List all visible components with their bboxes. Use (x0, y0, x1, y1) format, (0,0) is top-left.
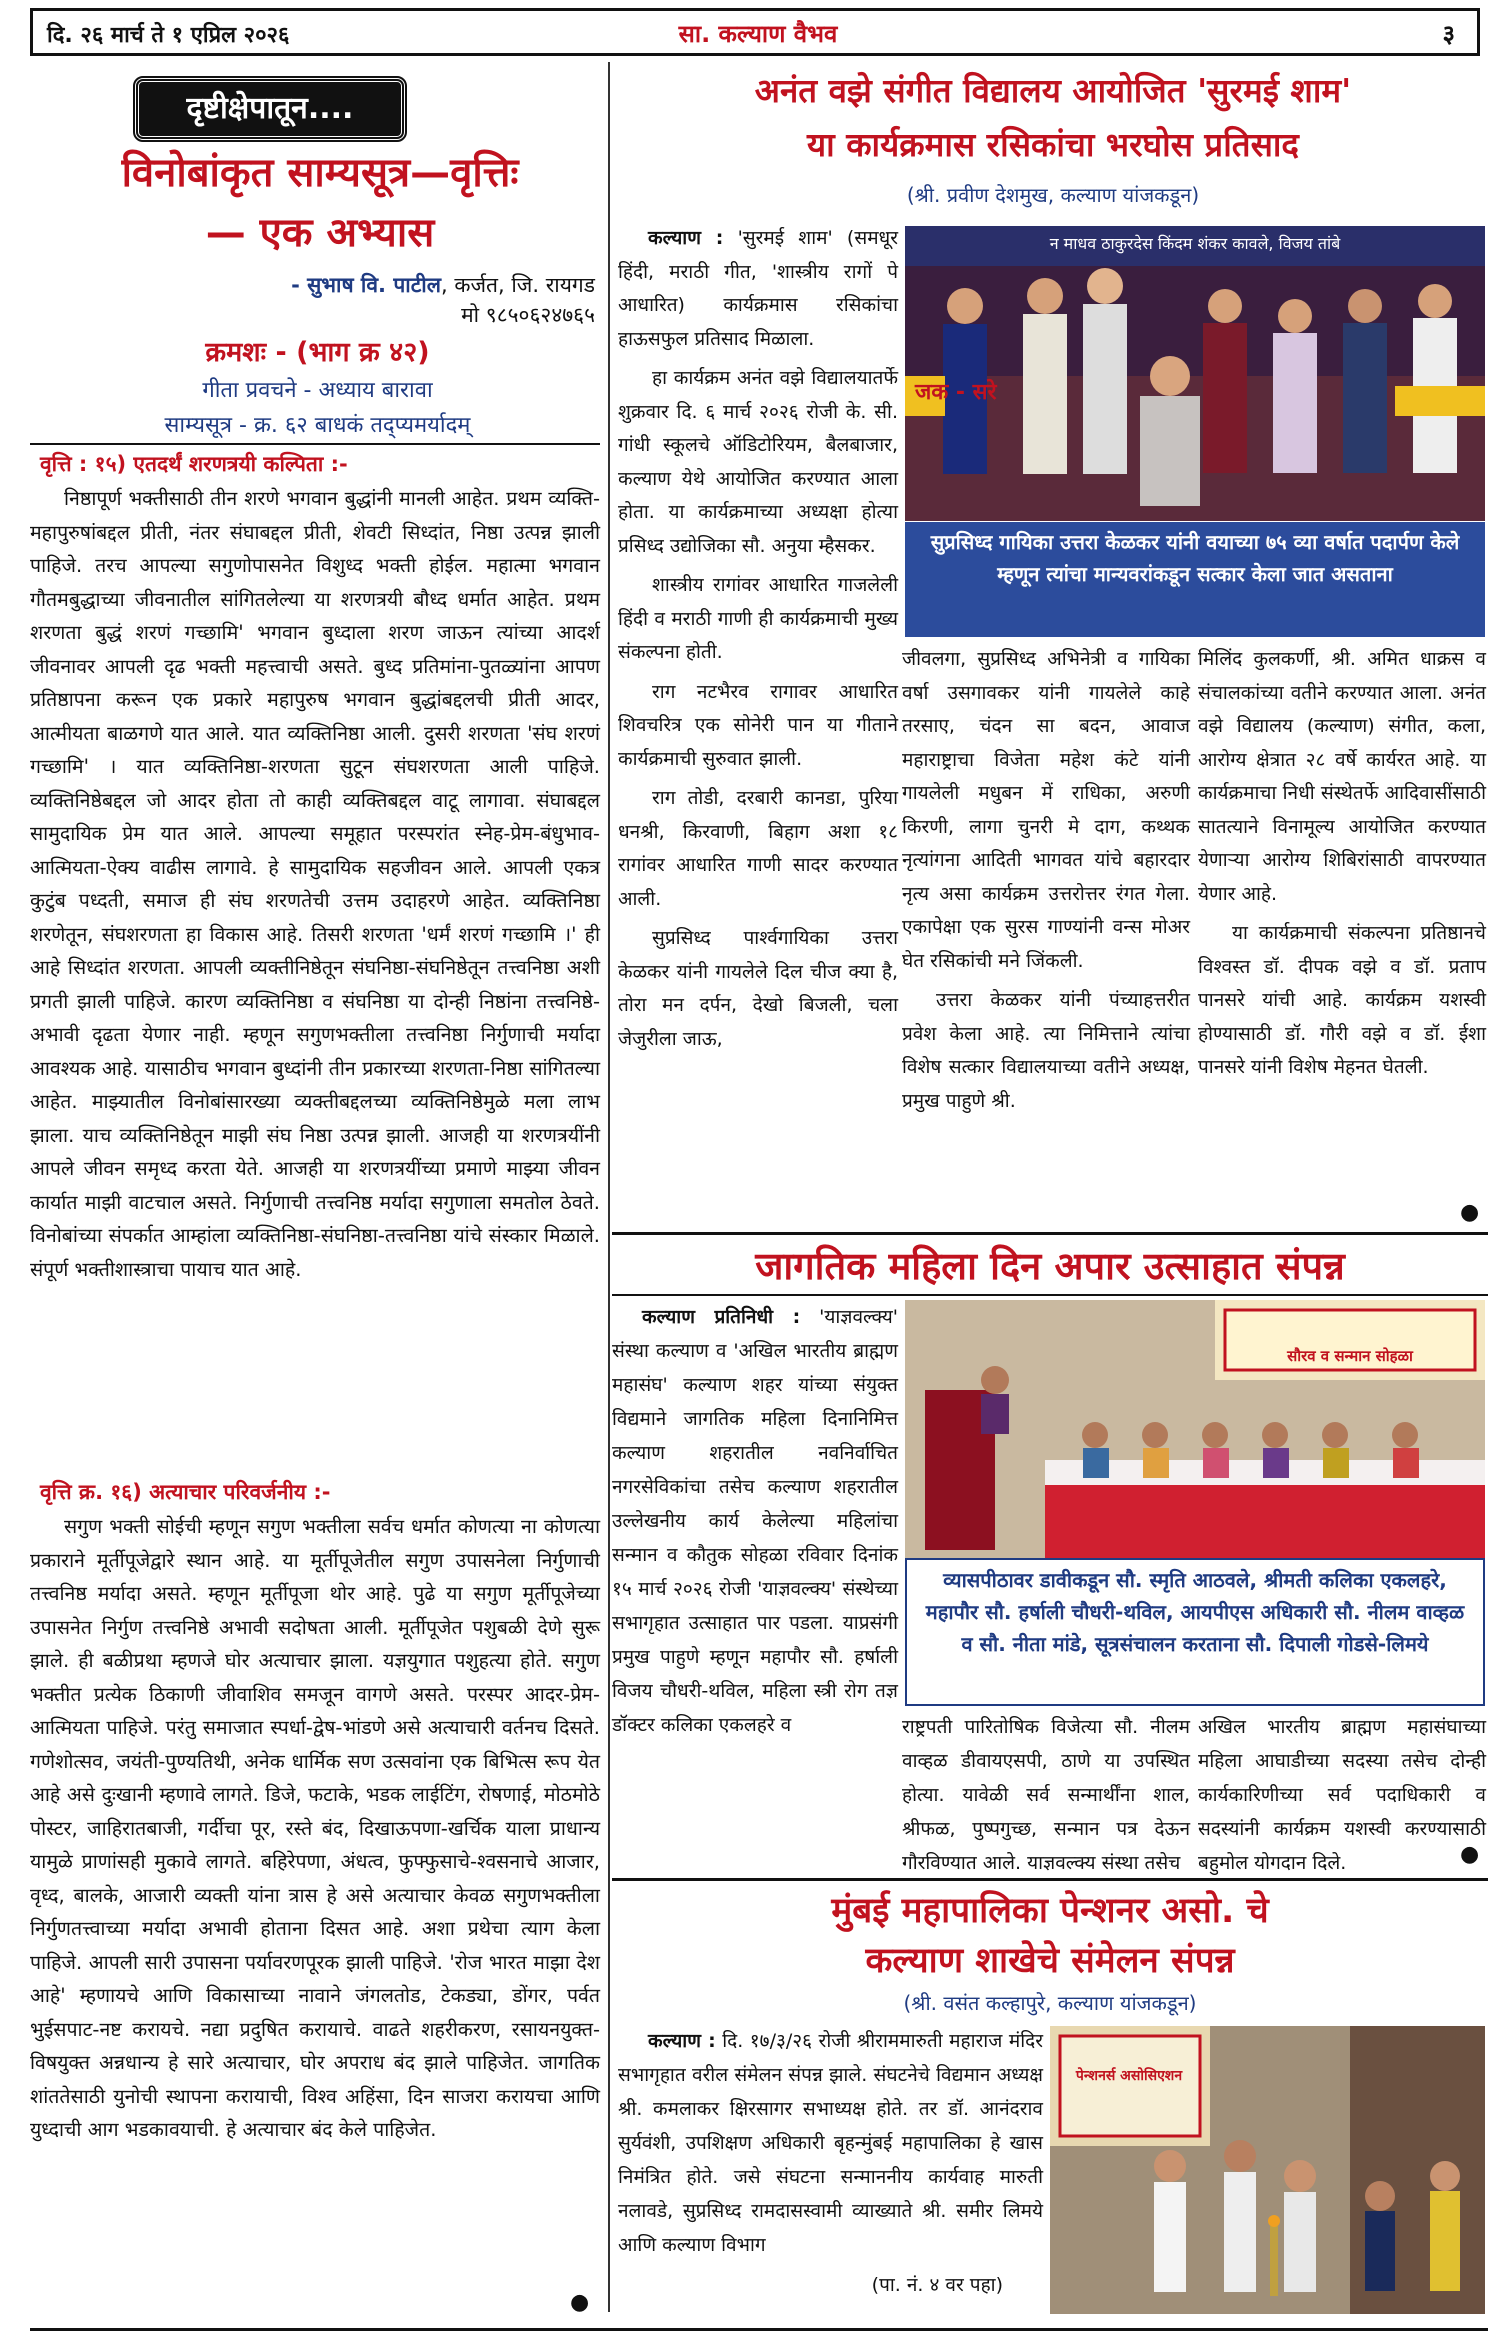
page-number: ३ (1442, 20, 1455, 48)
article-title-line1: विनोबांकृत साम्यसूत्र—वृत्तिः (121, 150, 519, 196)
story3-byline: (श्री. वसंत कल्हापुरे, कल्याण यांजकडून) (903, 1991, 1197, 2015)
article-phone: मो ९८५०६२४७६५ (461, 303, 595, 327)
story2-photo-banner: सौरव व सन्मान सोहळा (1287, 1347, 1413, 1365)
story-divider (612, 1232, 1488, 1235)
article-author-line (40, 270, 595, 300)
felicitation-photo-illustration (905, 226, 1485, 521)
end-mark: ● (1460, 1842, 1480, 1867)
story3-title-line2: कल्याण शाखेचे संमेलन संपन्न (865, 1941, 1235, 1981)
article-title-line2: — एक अभ्यास (205, 210, 435, 256)
womens-day-photo-illustration (905, 1300, 1485, 1558)
story1-paragraph: राग नटभैरव रागावर आधारित शिवचरित्र एक सोनेरी पान या गीताने कार्यक्रमाची सुरुवात झाली. (618, 680, 898, 770)
story1-col1 (618, 222, 898, 1062)
end-mark: ● (570, 2290, 590, 2315)
story-divider (612, 1878, 1488, 1881)
vritti-15-heading: वृत्ति : १५) एतदर्थं शरणत्रयी कल्पिता :- (40, 452, 348, 476)
story2-col3 (902, 1710, 1190, 1886)
story3-continued: (पा. नं. ४ वर पहा) (871, 2274, 1003, 2296)
story1-paragraph: शास्त्रीय रागांवर आधारित गाजलेली हिंदी व मराठी गाणी ही कार्यक्रमाची मुख्य संकल्पना होती. (618, 574, 898, 663)
article-body-2 (30, 1510, 600, 2153)
story-divider (612, 1294, 1488, 1296)
article-body-1 (30, 482, 600, 1292)
story1-paragraph: उत्तरा केळकर यांनी पंच्याहत्तरीत प्रवेश केला आहे. त्या निमित्ताने त्यांचा विशेष सत्कार विद्यालयाच्या वतीने अध्यक्ष, प्रमुख पाहुणे श्री. (902, 989, 1190, 1112)
story3-lead: कल्याण : (648, 2030, 716, 2052)
story2-paragraph: अखिल भारतीय ब्राह्मण महासंघाच्या महिला आघाडीच्या सदस्या तसेच दोन्ही कार्यकारिणीच्या सर्व पदाधिकारी व सदस्यांनी कार्यक्रम यशस्वी करण्यासाठी बहुमोल योगदान दिले. (1198, 1716, 1486, 1874)
story1-photo-sign: जक - सरे (915, 380, 997, 405)
story1-paragraph: सुप्रसिध्द पार्श्वगायिका उत्तरा केळकर यांनी गायलेले दिल चीज क्या है, तोरा मन दर्पन, देखो बिजली, चला जेजुरीला जाऊ, (618, 927, 898, 1050)
article-paragraph: सगुण भक्ती सोईची म्हणून सगुण भक्तीला सर्वच धर्मात कोणत्या ना कोणत्या प्रकाराने मूर्तीपूजेद्वारे स्थान आहे. या मूर्तीपूजेतील सगुण उपासनेला निर्गुणाची तत्त्वनिष्ठ मर्यादा असते. म्हणून मूर्तीपूजा थोर आहे. पुढे या सगुण मूर्तीपूजेच्या उपासनेत निर्गुण तत्त्वनिष्ठे अभावी सदोषता आली. मूर्तीपूजेत पशुबळी देणे सुरू झाले. ही बळीप्रथा म्हणजे घोर अत्याचार झाला. यज्ञयुगात पशुहत्या होते. सगुण भक्तीत प्रत्येक ठिकाणी जीवाशिव समजून वागणे असते. परस्पर आदर-प्रेम-आत्मियता पाहिजे. परंतु समाजात स्पर्धा-द्वेष-भांडणे असे अत्याचारी वर्तनच दिसते. गणेशोत्सव, जयंती-पुण्यतिथी, अनेक धार्मिक सण उत्सवांना एक बिभित्स रूप येत आहे असे दुःखानी म्हणावे लागते. डिजे, फटाके, भडक लाईटिंग, रोषणाई, मोठमोठे पोस्टर, जाहिरातबाजी, गर्दीचा पूर, रस्ते बंद, दिखाऊपणा-खर्चिक याला प्राधान्य यामुळे प्राणांसही मुकावे लागते. बहिरेपणा, अंधत्व, फुफ्फुसाचे-श्वसनाचे आजार, वृध्द, बालके, आजारी व्यक्ती यांना त्रास हे असे अत्याचार केवळ सगुणभक्तीला निर्गुणतत्त्वाच्या मर्यादा अभावी होताना दिसत आहे. अशा प्रथेचा त्याग केला पाहिजे. आपली सारी उपासना पर्यावरणपूरक झाली पाहिजे. 'रोज भारत माझा देश आहे' म्हणायचे आणि विकासाच्या नावाने जंगलतोड, टेकड्या, डोंगर, पर्वत भुईसपाट-नष्ट करायचे. नद्या प्रदुषित करायाचे. वाढते शहरीकरण, रसायनयुक्त-विषयुक्त अन्नधान्य हे सारे अत्याचार, घोर अपराध बंद झाले पाहिजेत. जागतिक शांततेसाठी युनोची स्थापना करायाची, विश्व अहिंसा, दिन साजरा करायचा आणि युध्दाची आग भडकावयाची. हे अत्याचार बंद केले पाहिजेत. (30, 1515, 600, 2141)
article-sutra: साम्यसूत्र - क्र. ६२ बाधकं तद्प्यमर्यादम् (164, 413, 471, 438)
article-author-place: , कर्जत, जि. रायगड (440, 273, 595, 297)
column-tag-label: दृष्टीक्षेपातून.... (186, 91, 354, 126)
story1-caption: सुप्रसिध्द गायिका उत्तरा केळकर यांनी वयाच्या ७५ व्या वर्षात पदार्पण केले म्हणून त्यांचा मान्यवरांकडून सत्कार केला जात असताना (905, 522, 1485, 637)
story1-paragraph: मिलिंद कुलकर्णी, श्री. अमित धाक्रस व संचालकांच्या वतीने करण्यात आला. अनंत वझे विद्यालय (कल्याण) संगीत, कला, आरोग्य क्षेत्रात २८ वर्षे कार्यरत आहे. या कार्यक्रमाचा निधी संस्थेतर्फे आदिवासींसाठी सातत्याने विनामूल्य आयोजित करण्यात येणाऱ्या आरोग्य शिबिरांसाठी वापरण्यात येणार आहे. (1198, 648, 1486, 905)
story1-photo (905, 226, 1485, 521)
article-chapter: गीता प्रवचने - अध्याय बारावा (202, 378, 433, 403)
vritti-16-heading: वृत्ति क्र. १६) अत्याचार परिवर्जनीय :- (40, 1480, 331, 1504)
story1-byline: (श्री. प्रवीण देशमुख, कल्याण यांजकडून) (906, 183, 1200, 207)
article-series: क्रमशः - (भाग क्र ४२) (205, 337, 430, 368)
column-tag (135, 78, 405, 140)
story1-col3 (902, 643, 1190, 1124)
story2-caption: व्यासपीठावर डावीकडून सौ. स्मृति आठवले, श्रीमती कलिका एकलहरे, महापौर सौ. हर्षाली चौधरी-थविल, आयपीएस अधिकारी सौ. नीलम वाव्हळ व सौ. नीता मांडे, सूत्रसंचालन करताना सौ. दिपाली गोडसे-लिमये (905, 1558, 1485, 1706)
story1-paragraph: जीवलगा, सुप्रसिध्द अभिनेत्री व गायिका वर्षा उसगावकर यांनी गायलेले काहे तरसाए, चंदन सा बदन, आवाज महाराष्ट्राचा विजेता महेश कंटे यांनी गायलेली मधुबन में राधिका, अरुणी किरणी, लागा चुनरी मे दाग, कथ्थक नृत्यांगना आदिती भागवत यांचे बहारदार नृत्य असा कार्यक्रम उत्तरोत्तर रंगत गेला. एकापेक्षा एक सुरस गाण्यांनी वन्स मोअर घेत रसिकांची मने जिंकली. (902, 648, 1190, 972)
story2-paragraph: राष्ट्रपती पारितोषिक विजेत्या सौ. नीलम वाव्हळ डीवायएसपी, ठाणे या उपस्थित होत्या. यावेळी सर्व सन्मार्थींना शाल, श्रीफळ, पुष्पगुच्छ, सन्मान पत्र देऊन गौरविण्यात आले. याज्ञवल्क्य संस्था तसेच (902, 1716, 1190, 1874)
story1-paragraph: या कार्यक्रमाची संकल्पना प्रतिष्ठानचे विश्वस्त डॉ. दीपक वझे व डॉ. प्रताप पानसरे यांची आहे. कार्यक्रम यशस्वी होण्यासाठी डॉ. गौरी वझे व डॉ. ईशा पानसरे यांनी विशेष मेहनत घेतली. (1198, 922, 1486, 1078)
story2-col1 (612, 1300, 898, 1748)
story1-lead: कल्याण : (648, 227, 724, 249)
divider (30, 443, 600, 445)
story2-paragraph: 'याज्ञवल्क्य' संस्था कल्याण व 'अखिल भारतीय ब्राह्मण महासंघ' कल्याण शहर यांच्या संयुक्त विद्यमाने जागतिक महिला दिनानिमित्त कल्याण शहरातील नवनिर्वाचित नगरसेविकांचा तसेच कल्याण शहरातील उल्लेखनीय कार्य केलेल्या महिलांचा सन्मान व कौतुक सोहळा रविवार दिनांक १५ मार्च २०२६ रोजी 'याज्ञवल्क्य' संस्थेच्या सभागृहात उत्साहात पार पडला. याप्रसंगी प्रमुख पाहुणे म्हणून महापौर सौ. हर्षाली विजय चौधरी-थविल, महिला स्त्री रोग तज्ञ डॉक्टर कलिका एकलहरे व (612, 1306, 898, 1736)
story3-body (618, 2024, 1043, 2308)
story1-paragraph: हा कार्यक्रम अनंत वझे विद्यालयातर्फे शुक्रवार दि. ६ मार्च २०२६ रोजी के. सी. गांधी स्कूलचे ऑडिटोरियम, बैलबाजार, कल्याण येथे आयोजित करण्यात आला होता. या कार्यक्रमाच्या अध्यक्षा होत्या प्रसिध्द उद्योजिका सौ. अनुया म्हैसकर. (618, 367, 898, 557)
story2-title: जागतिक महिला दिन अपार उत्साहात संपन्न (755, 1244, 1345, 1288)
story1-title-line2: या कार्यक्रमास रसिकांचा भरघोस प्रतिसाद (807, 125, 1299, 164)
story1-title-line1: अनंत वझे संगीत विद्यालय आयोजित 'सुरमई शाम' (754, 71, 1352, 110)
story1-paragraph: 'सुरमई शाम' (समधूर हिंदी, मराठी गीत, 'शास्त्रीय रागों पे आधारित) कार्यक्रमास रसिकांचा हाऊसफुल प्रतिसाद मिळाला. (618, 227, 899, 350)
end-mark: ● (1460, 1200, 1480, 1225)
article-author: - सुभाष वि. पाटील (291, 273, 441, 297)
story3-photo-banner: पेन्शनर्स असोसिएशन (1075, 2068, 1183, 2084)
story3-photo (1050, 2026, 1485, 2314)
page-bottom-rule (30, 2328, 1488, 2331)
story3-paragraph: दि. १७/३/२६ रोजी श्रीराममारुती महाराज मंदिर सभागृहात वरील संमेलन संपन्न झाले. संघटनेचे विद्यमान अध्यक्ष श्री. कमलाकर क्षिरसागर सभाध्यक्ष होते. तर डॉ. आनंदराव सुर्यवंशी, उपशिक्षण अधिकारी बृहन्मुंबई महापालिका हे खास निमंत्रित होते. जसे संघटना सन्माननीय कार्यवाह मारुती नलावडे, सुप्रसिध्द रामदासस्वामी व्याख्याते श्री. समीर लिमये आणि कल्याण विभाग (618, 2030, 1043, 2256)
issue-date: दि. २६ मार्च ते १ एप्रिल २०२६ (47, 23, 290, 48)
story2-lead: कल्याण प्रतिनिधी : (642, 1306, 801, 1328)
story1-paragraph: राग तोडी, दरबारी कानडा, पुरिया धनश्री, किरवाणी, बिहाग अशा १८ रागांवर आधारित गाणी सादर करण्यात आली. (618, 787, 898, 910)
column-rule (608, 62, 610, 2312)
story2-photo (905, 1300, 1485, 1558)
story1-photo-banner: न माधव ठाकुरदेस किंदम शंकर कावले, विजय तांबे (1049, 234, 1341, 253)
page-header (30, 8, 1480, 56)
story2-col4 (1198, 1710, 1486, 1886)
article-paragraph: निष्ठापूर्ण भक्तीसाठी तीन शरणे भगवान बुद्धांनी मानली आहेत. प्रथम व्यक्ति-महापुरुषांबद्दल प्रीती, नंतर संघाबद्दल प्रीती, शेवटी सिध्दांत, निष्ठा उत्पन्न झाली पाहिजे. तरच आपल्या सगुणोपासनेत विशुध्द भक्ती होईल. महात्मा भगवान गौतमबुद्धाच्या जीवनातील सांगितलेल्या या शरणत्रयी बौध्द धर्मात आहेत. प्रथम शरणता बुद्धं शरणं गच्छामि' भगवान बुध्दाला शरण जाऊन त्यांच्या आदर्श जीवनावर आपली दृढ भक्ती महत्त्वाची असते. बुध्द प्रतिमांना-पुतळ्यांना आपण प्रतिष्ठापना करून एक प्रकारे महापुरुष भगवान बुद्धांबद्दलची प्रीती आदर, आत्मीयता बाळगणे यात आले. यात व्यक्तिनिष्ठा आली. दुसरी शरणता 'संघ शरणं गच्छामि' । यात व्यक्तिनिष्ठा-शरणता सुटून संघशरणता आली पाहिजे. व्यक्तिनिष्ठेबद्दल जो आदर होता तो काही व्यक्तिबद्दल वाटू लागावा. संघाबद्दल सामुदायिक प्रेम यात आले. आपल्या समूहात परस्परांत स्नेह-प्रेम-बंधुभाव-आत्मियता-ऐक्य वाढीस लागावे. हे सामुदायिक सहजीवन आले. आपली एकत्र कुटुंब पध्दती, समाज ही संघ शरणतेची उत्तम उदाहरणे आहेत. व्यक्तिनिष्ठा शरणेतून, संघशरणता हा विकास आहे. तिसरी शरणता 'धर्मं शरणं गच्छामि ।' ही आहे सिध्दांत शरणता. आपली व्यक्तीनिष्ठेतून संघनिष्ठा-संघनिष्ठेतून तत्त्वनिष्ठा अशी प्रगती झाली पाहिजे. कारण व्यक्तिनिष्ठा व संघनिष्ठा या दोन्ही निष्ठांना तत्त्वनिष्ठे-अभावी दृढता येणार नाही. म्हणून सगुणभक्तीला तत्त्वनिष्ठा निर्गुणाची मर्यादा आवश्यक आहे. यासाठीच भगवान बुध्दांनी तीन प्रकारच्या शरणता-निष्ठा सांगितल्या आहेत. माझ्यातील विनोबांसारख्या व्यक्तीबद्दलच्या व्यक्तिनिष्ठेमुळे मला लाभ झाला. याच व्यक्तिनिष्ठेतून माझी संघ निष्ठा उत्पन्न झाली. आजही या शरणत्रयींनी आपले जीवन समृध्द करता येते. आजही या शरणत्रयींच्या प्रमाणे माझ्या जीवन कार्यात माझी वाटचाल असते. निर्गुणाची तत्त्वनिष्ठ मर्यादा सगुणाला समतोल ठेवते. विनोबांच्या संपर्कात आम्हांला व्यक्तिनिष्ठा-संघनिष्ठा-तत्त्वनिष्ठा यांचे संस्कार मिळाले. संपूर्ण भक्तीशास्त्राचा पायाच यात आहे. (30, 487, 600, 1281)
story3-title-line1: मुंबई महापालिका पेन्शनर असो. चे (831, 1891, 1269, 1931)
story1-col4 (1198, 643, 1486, 1091)
newspaper-name: सा. कल्याण वैभव (678, 20, 838, 48)
